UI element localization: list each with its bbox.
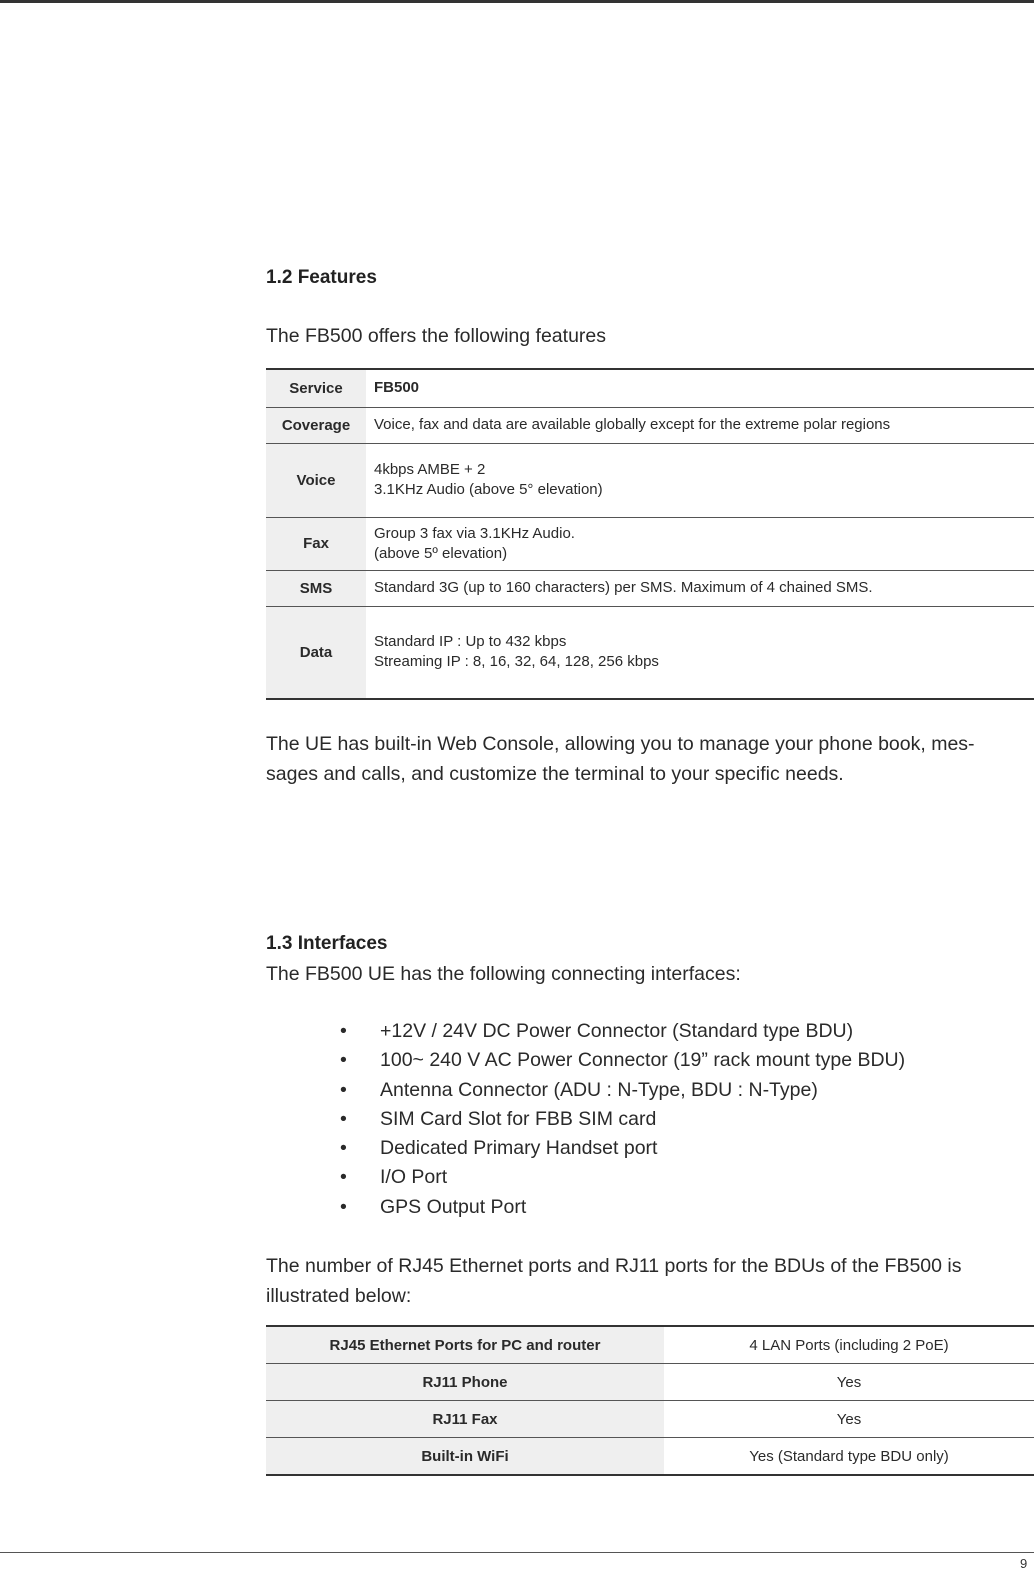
bullet-icon: • xyxy=(340,1020,347,1042)
ports-row-label: RJ11 Phone xyxy=(266,1364,664,1401)
features-row-label: SMS xyxy=(266,570,366,606)
features-heading: 1.2 Features xyxy=(266,267,377,288)
features-table-header-row xyxy=(266,369,1034,407)
ports-row-rj11-fax xyxy=(266,1401,1034,1438)
features-header-label: Service xyxy=(266,369,366,407)
web-console-paragraph xyxy=(266,729,975,789)
list-item-text: 100~ 240 V AC Power Connector (19” rack mount type BDU) xyxy=(380,1049,906,1072)
list-item xyxy=(340,1134,905,1163)
features-row-value xyxy=(366,606,1034,699)
list-item-text: GPS Output Port xyxy=(380,1195,527,1218)
features-row-voice xyxy=(266,443,1034,517)
features-row-line: Streaming IP : 8, 16, 32, 64, 128, 256 kbps xyxy=(374,653,659,671)
list-item xyxy=(340,1046,905,1075)
footer-rule xyxy=(0,1552,1034,1553)
interfaces-intro: The FB500 UE has the following connecting interfaces: xyxy=(266,963,741,985)
bullet-icon: • xyxy=(340,1195,347,1218)
bullet-icon: • xyxy=(340,1166,347,1189)
page-number: 9 xyxy=(1020,1556,1028,1571)
bullet-icon: • xyxy=(340,1078,347,1101)
ports-row-rj11-phone xyxy=(266,1364,1034,1401)
features-row-label: Data xyxy=(266,606,366,699)
ports-row-value: Yes xyxy=(836,1410,862,1428)
list-item xyxy=(340,1076,905,1105)
ports-row-rj45 xyxy=(266,1326,1034,1364)
features-intro: The FB500 offers the following features xyxy=(266,325,607,347)
features-row-value xyxy=(366,443,1034,517)
features-row-label: Voice xyxy=(266,443,366,517)
paragraph-line: The UE has built-in Web Console, allowing you to manage your phone book, mes- xyxy=(266,733,975,755)
interfaces-bullet-list xyxy=(340,1017,905,1222)
features-row-sms xyxy=(266,570,1034,606)
list-item-text: Antenna Connector (ADU : N-Type, BDU : N-Type) xyxy=(380,1078,818,1101)
bullet-icon: • xyxy=(340,1107,347,1130)
ports-row-label: Built-in WiFi xyxy=(266,1438,664,1476)
list-item-text: SIM Card Slot for FBB SIM card xyxy=(380,1107,657,1130)
ports-row-wifi xyxy=(266,1438,1034,1476)
features-row-value xyxy=(366,570,1034,606)
ports-row-value: Yes xyxy=(836,1373,862,1391)
features-table xyxy=(266,368,1034,700)
list-item xyxy=(340,1163,905,1192)
ports-intro-paragraph xyxy=(266,1251,962,1311)
features-row-value xyxy=(366,407,1034,443)
features-header-value: FB500 xyxy=(374,379,420,397)
list-item-text: +12V / 24V DC Power Connector (Standard type BDU) xyxy=(380,1020,854,1042)
features-row-line: 3.1KHz Audio (above 5° elevation) xyxy=(374,481,603,498)
features-row-coverage xyxy=(266,407,1034,443)
features-row-line: Group 3 fax via 3.1KHz Audio. xyxy=(374,524,575,542)
list-item-text: I/O Port xyxy=(380,1166,448,1189)
features-row-data xyxy=(266,606,1034,699)
ports-row-label: RJ45 Ethernet Ports for PC and router xyxy=(266,1326,664,1364)
list-item xyxy=(340,1017,905,1046)
features-row-line: Standard 3G (up to 160 characters) per SMS. Maximum of 4 chained SMS. xyxy=(374,579,873,596)
list-item xyxy=(340,1193,905,1222)
bullet-icon: • xyxy=(340,1049,347,1072)
list-item-text: Dedicated Primary Handset port xyxy=(380,1137,658,1160)
interfaces-heading: 1.3 Interfaces xyxy=(266,933,388,954)
paragraph-line: The number of RJ45 Ethernet ports and RJ11 ports for the BDUs of the FB500 is xyxy=(266,1255,962,1277)
ports-row-label: RJ11 Fax xyxy=(266,1401,664,1438)
features-row-label: Fax xyxy=(266,517,366,570)
list-item xyxy=(340,1105,905,1134)
ports-row-value: Yes (Standard type BDU only) xyxy=(749,1447,949,1465)
features-row-line: Voice, fax and data are available globally except for the extreme polar regions xyxy=(374,416,891,433)
features-row-value xyxy=(366,517,1034,570)
paragraph-line: illustrated below: xyxy=(266,1285,412,1307)
features-row-line: 4kbps AMBE + 2 xyxy=(374,461,486,478)
top-rule xyxy=(0,0,1034,3)
ports-row-value: 4 LAN Ports (including 2 PoE) xyxy=(749,1336,949,1354)
paragraph-line: sages and calls, and customize the terminal to your specific needs. xyxy=(266,763,844,785)
features-row-line: (above 5º elevation) xyxy=(374,544,508,562)
features-row-fax xyxy=(266,517,1034,570)
ports-table xyxy=(266,1325,1034,1476)
bullet-icon: • xyxy=(340,1137,347,1160)
features-row-label: Coverage xyxy=(266,407,366,443)
features-row-line: Standard IP : Up to 432 kbps xyxy=(374,633,567,651)
